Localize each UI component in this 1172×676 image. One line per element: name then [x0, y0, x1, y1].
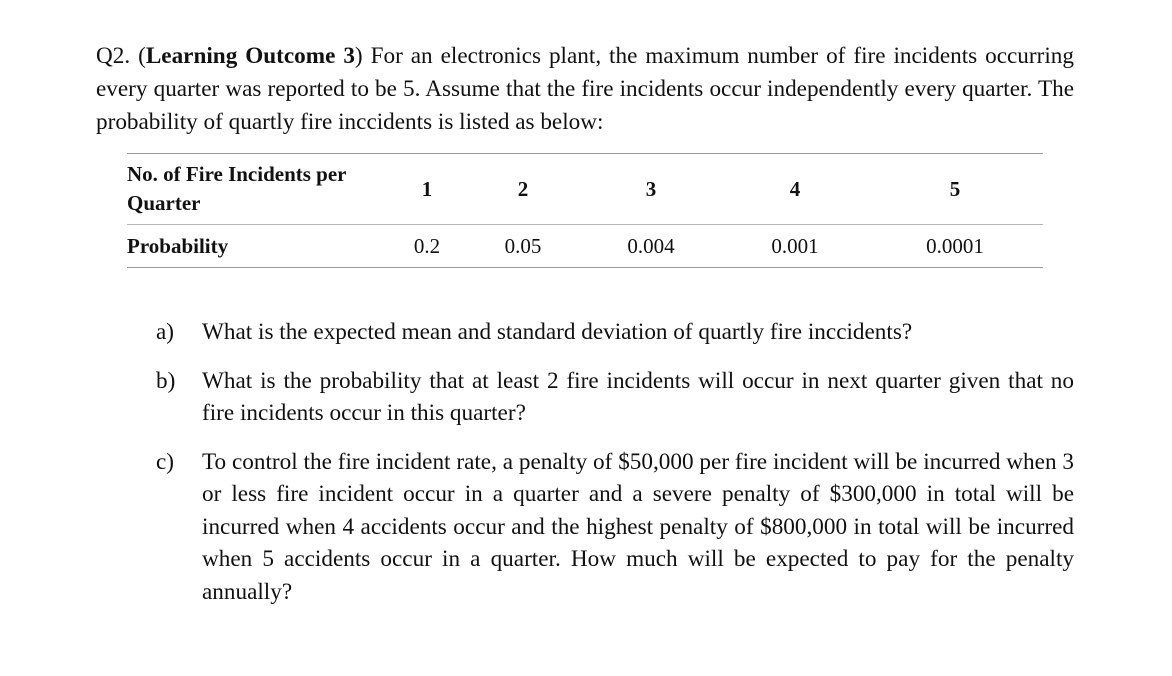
incident-count-cell: 5: [867, 154, 1043, 225]
probability-cell: 0.001: [723, 225, 867, 268]
question-intro: Q2. (Learning Outcome 3) For an electronics plant, the maximum number of fire incidents occurring every quarter was reported to be 5. Assume that the fire incidents occur independently every quarter. The probability of quartly fire inccidents is listed as below:: [96, 43, 1074, 135]
subquestion-text: What is the probability that at least 2 fire incidents will occur in next quarter given that no fire incidents occur in this quarter?: [202, 367, 1074, 426]
incidents-header-label: No. of Fire Incidents per Quarter: [127, 154, 387, 225]
incident-count-cell: 2: [467, 154, 579, 225]
probability-label: Probability: [127, 225, 387, 268]
subquestion-marker: c): [156, 448, 175, 475]
probability-table: [127, 153, 1043, 268]
subquestion-marker: a): [156, 319, 175, 345]
probability-cell: 0.0001: [867, 225, 1043, 268]
learning-outcome-label: Learning Outcome 3: [145, 43, 355, 69]
subquestion-list: [156, 316, 1074, 624]
probability-row: [127, 225, 1043, 268]
probability-cell: 0.004: [579, 225, 723, 268]
subquestion-c: [156, 446, 1074, 609]
subquestion-text: What is the expected mean and standard deviation of quartly fire inccidents?: [202, 319, 913, 345]
subquestion-a: [156, 316, 1074, 349]
incidents-header-row: [127, 154, 1043, 225]
incident-count-cell: 3: [579, 154, 723, 225]
intro-text: For an electronics plant, the maximum number of fire incidents occurring every quarter was reported to be 5. Assume that the fire incidents occur independently every quarter. The probability of quartly fire inccidents is listed as below:: [96, 43, 1074, 135]
question-number: Q2.: [96, 43, 131, 69]
subquestion-text: To control the fire incident rate, a penalty of $50,000 per fire incident will be incurred when 3 or less fire incident occur in a quarter and a severe penalty of $300,000 in total will be incurred when 4 accidents occur and the highest penalty of $800,000 in total will be incurred when 5 accidents occur in a quarter. How much will be expected to pay for the penalty annually?: [202, 448, 1074, 605]
subquestion-b: [156, 365, 1074, 430]
subquestion-marker: b): [156, 367, 176, 394]
probability-cell: 0.2: [387, 225, 467, 268]
probability-cell: 0.05: [467, 225, 579, 268]
incident-count-cell: 4: [723, 154, 867, 225]
incident-count-cell: 1: [387, 154, 467, 225]
